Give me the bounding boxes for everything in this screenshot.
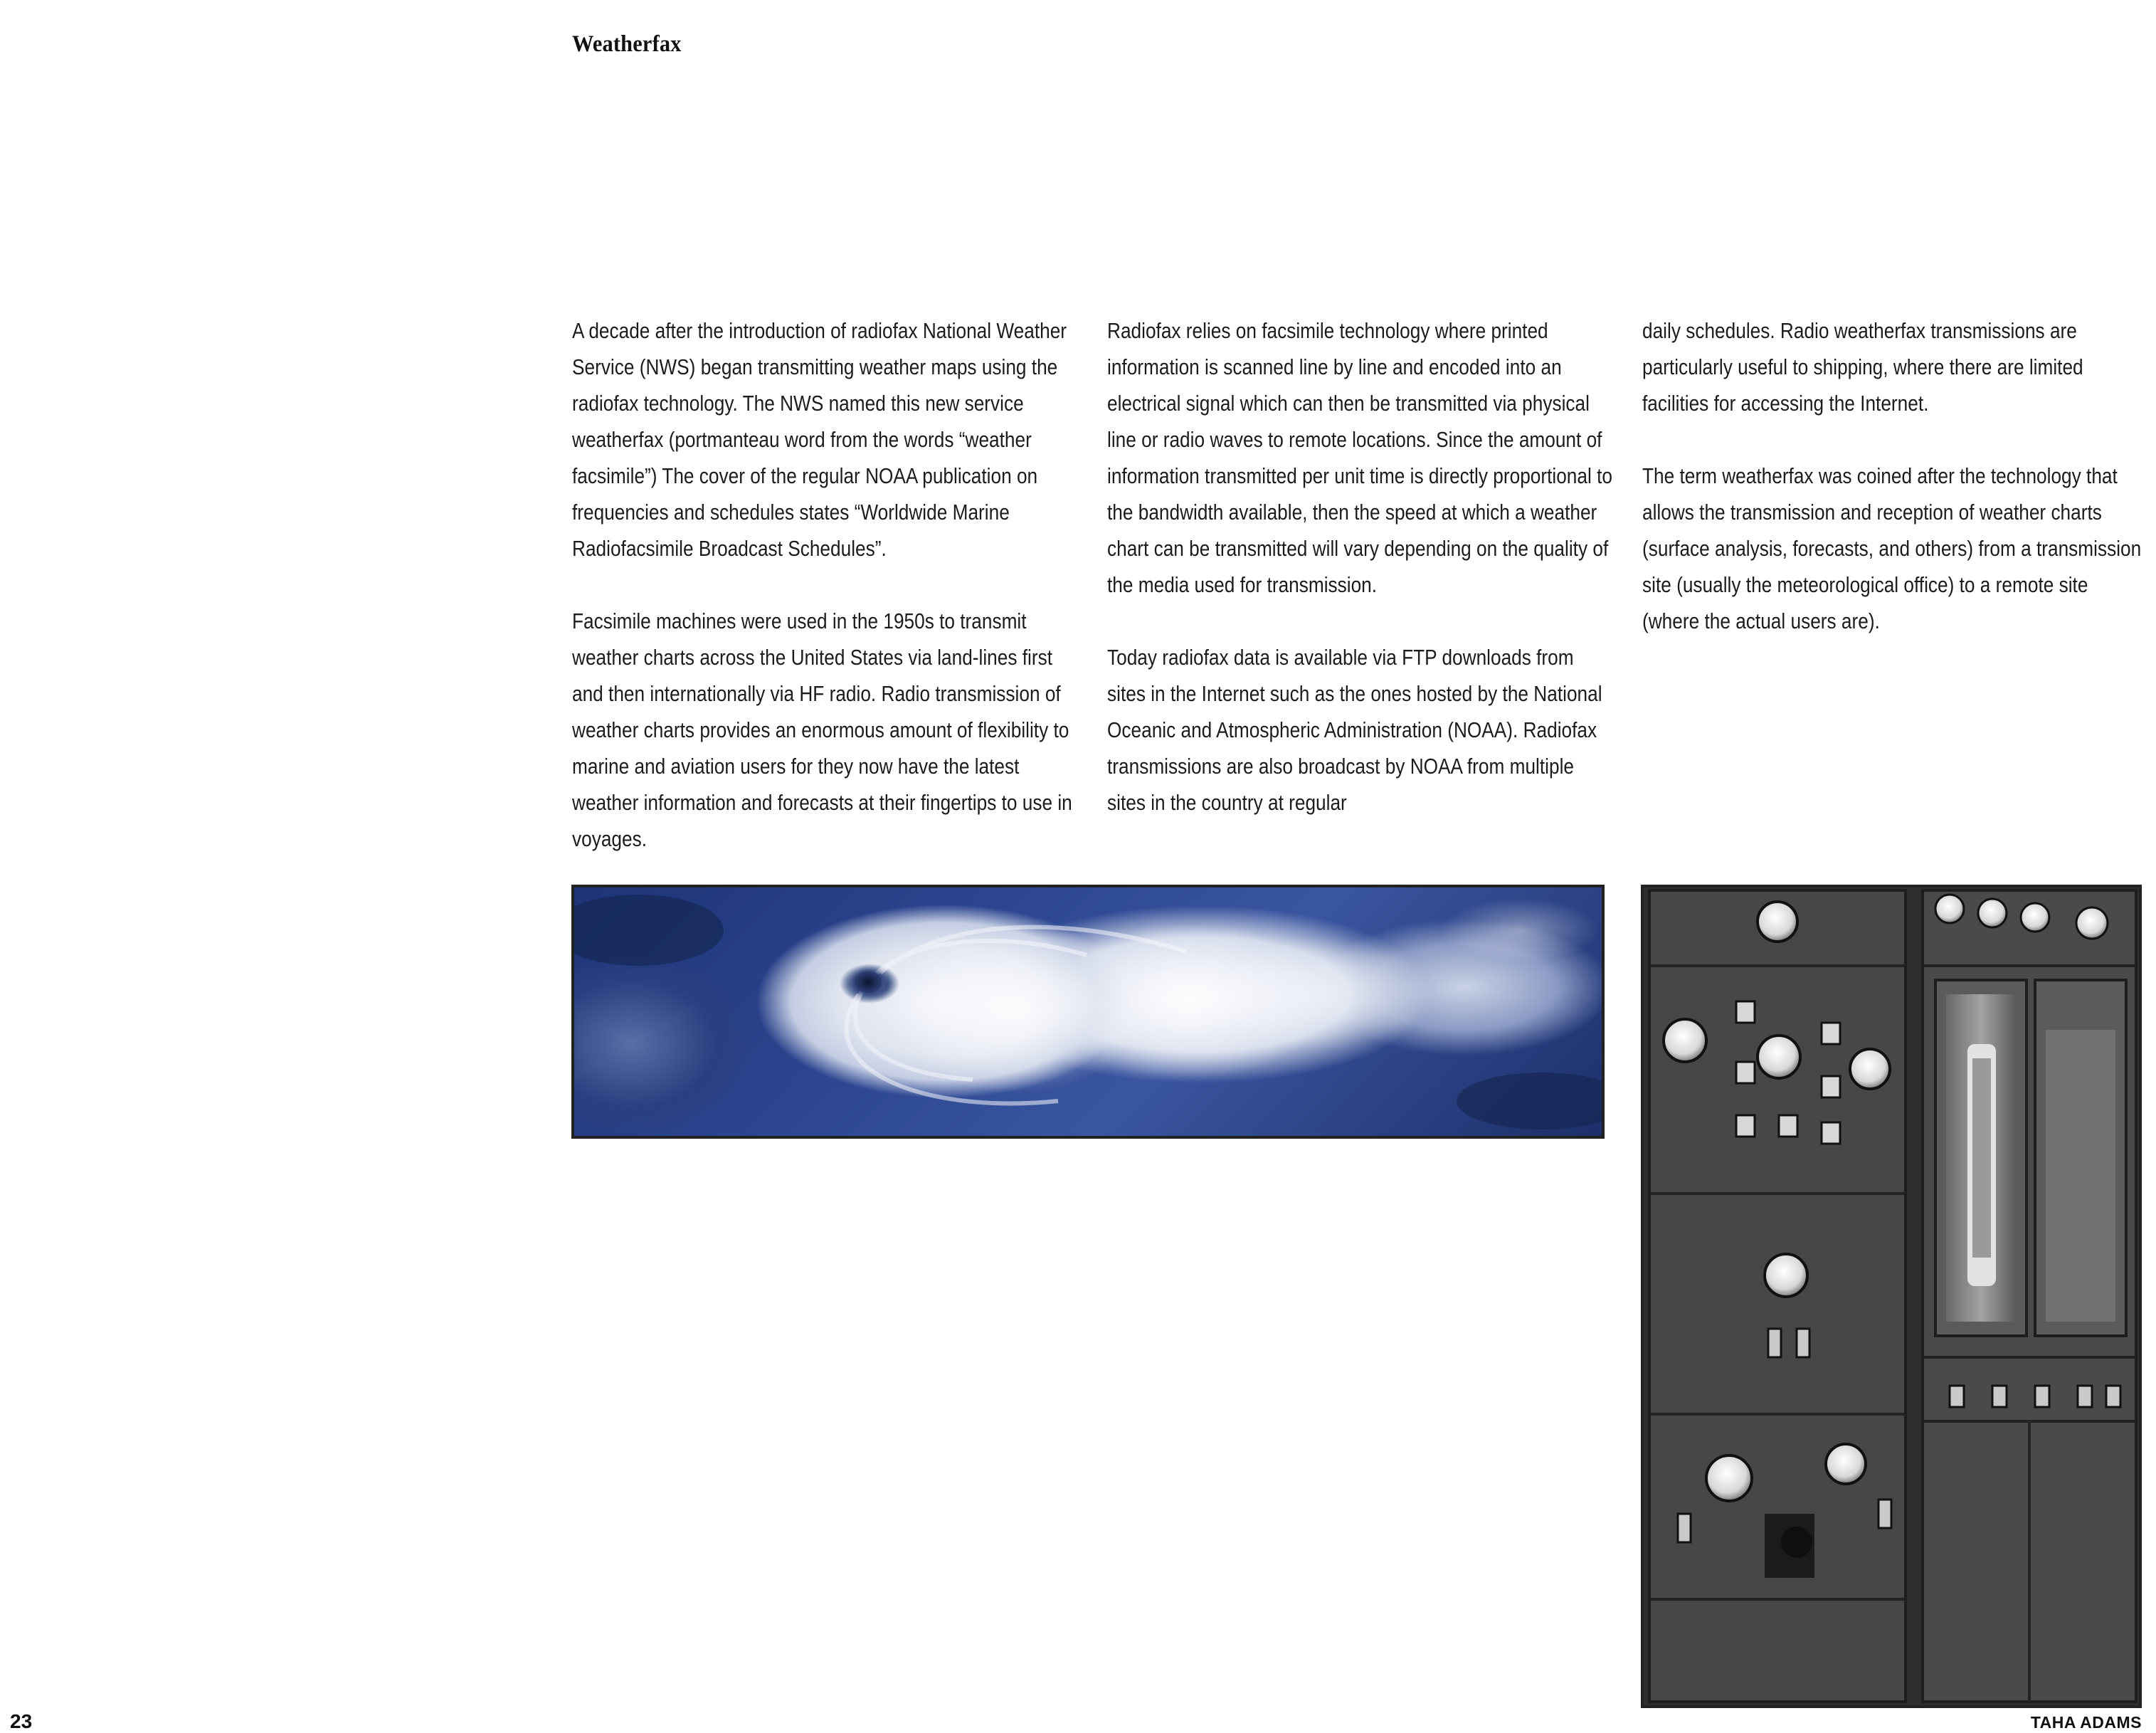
author-name: TAHA ADAMS bbox=[2030, 1713, 2142, 1732]
text-column-2 bbox=[1107, 313, 1614, 821]
radiofax-machine-image bbox=[1641, 885, 2142, 1708]
page-title: Weatherfax bbox=[572, 31, 682, 57]
paragraph: A decade after the introduction of radiofax National Weather Service (NWS) began transmitting weather maps using the radiofax technology. The NWS named this new service weatherfax (portmanteau word from the words “weather facsimile”) The cover of the regular NOAA publication on frequencies and schedules states “Worldwide Marine Radiofacsimile Broadcast Schedules”. bbox=[572, 319, 1067, 561]
text-column-1 bbox=[572, 313, 1079, 858]
paragraph: daily schedules. Radio weatherfax transmissions are particularly useful to shipping, where there are limited facilities for accessing the Internet. bbox=[1642, 319, 2083, 416]
page-number: 23 bbox=[10, 1710, 33, 1732]
text-column-3 bbox=[1642, 313, 2149, 640]
paragraph: The term weatherfax was coined after the technology that allows the transmission and reception of weather charts (surface analysis, forecasts, and others) from a transmission site (usually the meteorological office) to a remote site (where the actual users are). bbox=[1642, 464, 2142, 633]
machine-illustration bbox=[1644, 887, 2139, 1705]
hurricane-image bbox=[571, 885, 1605, 1139]
paragraph: Today radiofax data is available via FTP downloads from sites in the Internet such as the ones hosted by the National Oceanic and Atmospheric Administration (NOAA). Radiofax transmissions are also broadcast by NOAA from multiple sites in the country at regular bbox=[1107, 646, 1602, 815]
paragraph: Facsimile machines were used in the 1950s to transmit weather charts across the United States via land-lines first and then internationally via HF radio. Radio transmission of weather charts provides an enormous amount of flexibility to marine and aviation users for they now have the latest weather information and forecasts at their fingertips to use in voyages. bbox=[572, 609, 1072, 851]
hurricane-eye bbox=[847, 965, 889, 999]
hurricane-illustration bbox=[574, 887, 1602, 1136]
paragraph: Radiofax relies on facsimile technology where printed information is scanned line by line and encoded into an electrical signal which can then be transmitted via physical line or radio waves to remote locations. Since the amount of information transmitted per unit time is directly proportional to the bandwidth available, then the speed at which a weather chart can be transmitted will vary depending on the quality of the media used for transmission. bbox=[1107, 319, 1612, 597]
